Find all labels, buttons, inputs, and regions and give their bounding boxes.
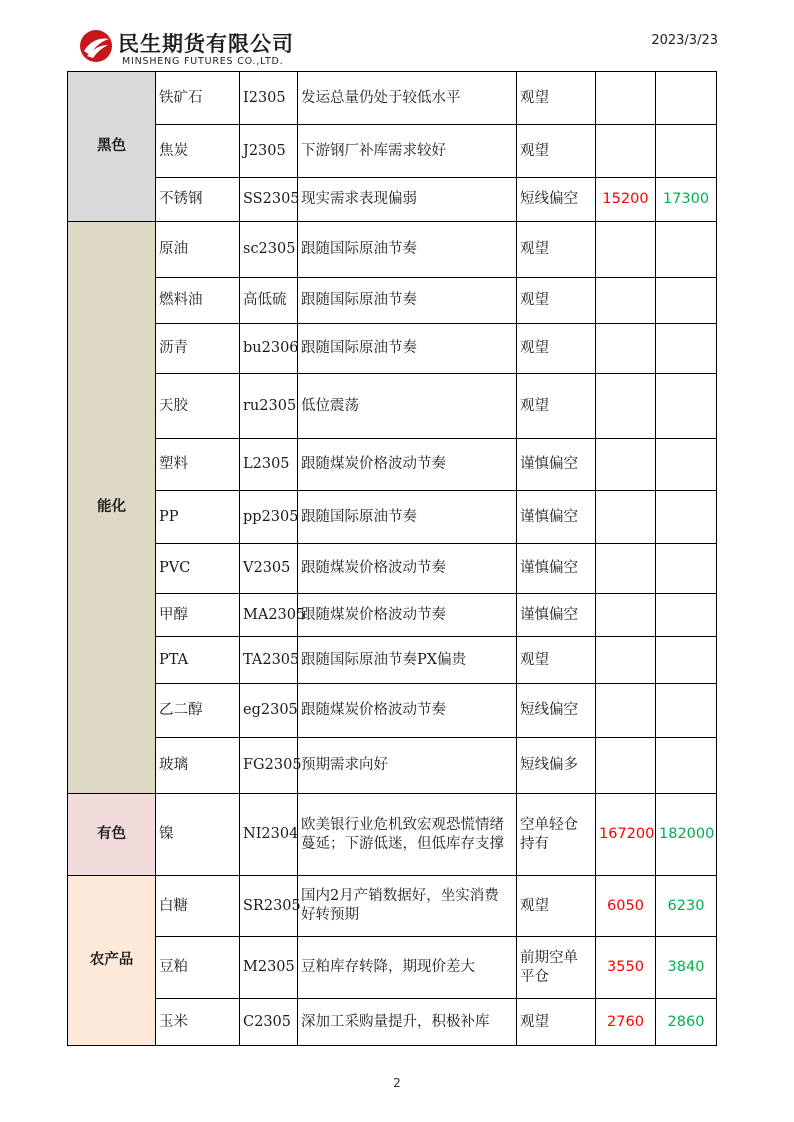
strategy-text: 观望 [517, 374, 596, 439]
strategy-text: 谨慎偏空 [517, 439, 596, 491]
category-black: 黑色 [68, 72, 156, 222]
low-price [596, 637, 656, 684]
contract-code: SS2305 [240, 178, 298, 222]
contract-code: NI2304 [240, 794, 298, 876]
strategy-text: 观望 [517, 125, 596, 178]
strategy-text: 前期空单平仓 [517, 937, 596, 999]
low-price [596, 491, 656, 544]
high-price [656, 278, 717, 324]
product-name: 玻璃 [156, 738, 240, 794]
reason-text: 跟随煤炭价格波动节奏 [298, 594, 517, 637]
product-name: 豆粕 [156, 937, 240, 999]
high-price: 182000 [656, 794, 717, 876]
strategy-text: 观望 [517, 278, 596, 324]
high-price [656, 544, 717, 594]
high-price [656, 374, 717, 439]
reason-text: 跟随煤炭价格波动节奏 [298, 684, 517, 738]
product-name: 甲醇 [156, 594, 240, 637]
low-price [596, 439, 656, 491]
product-name: 天胶 [156, 374, 240, 439]
low-price [596, 72, 656, 125]
strategy-text: 谨慎偏空 [517, 544, 596, 594]
product-name: 焦炭 [156, 125, 240, 178]
table-row [68, 491, 717, 544]
high-price [656, 222, 717, 278]
low-price [596, 324, 656, 374]
strategy-text: 短线偏空 [517, 178, 596, 222]
reason-text: 深加工采购量提升，积极补库 [298, 999, 517, 1046]
product-name: PP [156, 491, 240, 544]
low-price [596, 278, 656, 324]
high-price: 17300 [656, 178, 717, 222]
strategy-text: 观望 [517, 72, 596, 125]
high-price [656, 324, 717, 374]
reason-text: 下游钢厂补库需求较好 [298, 125, 517, 178]
table-row [68, 937, 717, 999]
table-row [68, 222, 717, 278]
contract-code: J2305 [240, 125, 298, 178]
contract-code: MA2305 [240, 594, 298, 637]
high-price [656, 491, 717, 544]
contract-code: sc2305 [240, 222, 298, 278]
reason-text: 现实需求表现偏弱 [298, 178, 517, 222]
table-row [68, 324, 717, 374]
product-name: 铁矿石 [156, 72, 240, 125]
low-price: 15200 [596, 178, 656, 222]
brand-name-cn: 民生期货有限公司 [118, 32, 294, 56]
high-price [656, 439, 717, 491]
reason-text: 跟随煤炭价格波动节奏 [298, 439, 517, 491]
high-price: 2860 [656, 999, 717, 1046]
table-row [68, 637, 717, 684]
high-price: 6230 [656, 876, 717, 937]
strategy-text: 观望 [517, 999, 596, 1046]
reason-text: 欧美银行业危机致宏观恐慌情绪蔓延；下游低迷，但低库存支撑 [298, 794, 517, 876]
low-price: 3550 [596, 937, 656, 999]
contract-code: bu2306 [240, 324, 298, 374]
low-price [596, 738, 656, 794]
product-name: 原油 [156, 222, 240, 278]
reason-text: 低位震荡 [298, 374, 517, 439]
table-row [68, 738, 717, 794]
contract-code: C2305 [240, 999, 298, 1046]
contract-code: pp2305 [240, 491, 298, 544]
product-name: 沥青 [156, 324, 240, 374]
high-price: 3840 [656, 937, 717, 999]
product-name: 燃料油 [156, 278, 240, 324]
low-price [596, 684, 656, 738]
reason-text: 跟随煤炭价格波动节奏 [298, 544, 517, 594]
brand-name-en: MINSHENG FUTURES CO.,LTD. [122, 56, 284, 67]
reason-text: 跟随国际原油节奏 [298, 222, 517, 278]
contract-code: ru2305 [240, 374, 298, 439]
contract-code: eg2305 [240, 684, 298, 738]
low-price [596, 544, 656, 594]
reason-text: 发运总量仍处于较低水平 [298, 72, 517, 125]
strategy-text: 空单轻仓持有 [517, 794, 596, 876]
strategy-text: 短线偏多 [517, 738, 596, 794]
contract-code: V2305 [240, 544, 298, 594]
table-row [68, 439, 717, 491]
reason-text: 国内2月产销数据好，坐实消费好转预期 [298, 876, 517, 937]
table-row [68, 794, 717, 876]
low-price [596, 222, 656, 278]
minsheng-logo-icon [78, 28, 114, 64]
high-price [656, 125, 717, 178]
table-row [68, 544, 717, 594]
category-agri: 农产品 [68, 876, 156, 1046]
high-price [656, 594, 717, 637]
table-row [68, 374, 717, 439]
strategy-text: 谨慎偏空 [517, 594, 596, 637]
reason-text: 豆粕库存转降，期现价差大 [298, 937, 517, 999]
table-row [68, 125, 717, 178]
product-name: 玉米 [156, 999, 240, 1046]
product-name: 不锈钢 [156, 178, 240, 222]
product-name: 乙二醇 [156, 684, 240, 738]
table-row [68, 278, 717, 324]
product-name: PVC [156, 544, 240, 594]
product-name: 塑料 [156, 439, 240, 491]
strategy-text: 短线偏空 [517, 684, 596, 738]
strategy-text: 谨慎偏空 [517, 491, 596, 544]
reason-text: 预期需求向好 [298, 738, 517, 794]
table-row [68, 876, 717, 937]
low-price [596, 374, 656, 439]
reason-text: 跟随国际原油节奏PX偏贵 [298, 637, 517, 684]
low-price [596, 594, 656, 637]
high-price [656, 72, 717, 125]
low-price [596, 125, 656, 178]
table-row [68, 684, 717, 738]
category-metal: 有色 [68, 794, 156, 876]
product-name: 白糖 [156, 876, 240, 937]
product-name: PTA [156, 637, 240, 684]
table-row [68, 999, 717, 1046]
contract-code: M2305 [240, 937, 298, 999]
strategy-table [67, 71, 717, 1046]
reason-text: 跟随国际原油节奏 [298, 278, 517, 324]
table-row [68, 178, 717, 222]
reason-text: 跟随国际原油节奏 [298, 324, 517, 374]
table-row [68, 594, 717, 637]
contract-code: 高低硫 [240, 278, 298, 324]
contract-code: I2305 [240, 72, 298, 125]
low-price: 167200 [596, 794, 656, 876]
strategy-text: 观望 [517, 222, 596, 278]
low-price: 6050 [596, 876, 656, 937]
low-price: 2760 [596, 999, 656, 1046]
high-price [656, 738, 717, 794]
product-name: 镍 [156, 794, 240, 876]
page-header [0, 0, 794, 72]
reason-text: 跟随国际原油节奏 [298, 491, 517, 544]
strategy-text: 观望 [517, 876, 596, 937]
contract-code: SR2305 [240, 876, 298, 937]
high-price [656, 684, 717, 738]
report-date: 2023/3/23 [651, 33, 718, 48]
strategy-text: 观望 [517, 324, 596, 374]
page-number: 2 [393, 1076, 401, 1090]
table-row [68, 72, 717, 125]
category-energy: 能化 [68, 222, 156, 794]
contract-code: TA2305 [240, 637, 298, 684]
contract-code: L2305 [240, 439, 298, 491]
contract-code: FG2305 [240, 738, 298, 794]
strategy-text: 观望 [517, 637, 596, 684]
high-price [656, 637, 717, 684]
